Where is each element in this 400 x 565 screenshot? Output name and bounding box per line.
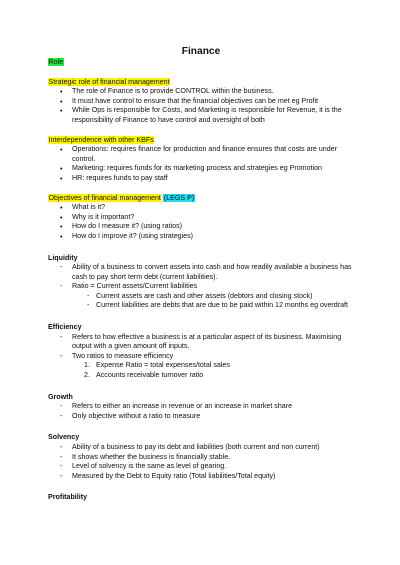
list-item: • While Ops is responsible for Costs, and Marketing is responsible for Revenue, it is the responsibility of Finance to have control and oversight of both <box>48 106 354 125</box>
list-item: • How do I measure it? (using ratios) <box>48 222 354 232</box>
objectives-heading: Objectives of financial management <box>48 193 161 202</box>
item-number: 2. <box>84 371 90 380</box>
page-title: Finance <box>181 46 221 57</box>
list-item: • HR: requires funds to pay staff <box>48 174 354 184</box>
list-item: - Ability of a business to pay its debt and liabilities (both current and non current) <box>48 443 354 453</box>
item-number: 1. <box>84 361 90 370</box>
interdependence-heading-line <box>48 136 354 146</box>
efficiency-list <box>48 333 354 362</box>
growth-heading: Growth <box>48 392 73 401</box>
liquidity-list <box>48 263 354 311</box>
sub-list-item: - Current liabilities are debts that are due to be paid within 12 months eg overdraft <box>48 301 354 311</box>
efficiency-heading: Efficiency <box>48 323 82 332</box>
list-item: - Refers to how effective a business is at a particular aspect of its business. Maximising output with a given amount off inputs. <box>48 333 354 352</box>
list-item: • Marketing: requires funds for its marketing process and strategies eg Promotion <box>48 164 354 174</box>
objectives-heading-tag: (LEGS P) <box>163 193 195 202</box>
numbered-item <box>48 371 354 381</box>
list-item: • How do I improve it? (using strategies) <box>48 232 354 242</box>
objectives-heading-line <box>48 194 354 204</box>
item-text: Accounts receivable turnover ratio <box>96 371 204 380</box>
list-item: • What is it? <box>48 203 354 213</box>
list-item: - Only objective without a ratio to measure <box>48 412 354 422</box>
strategic-heading: Strategic role of financial management <box>48 77 170 86</box>
list-item: - Ability of a business to convert assets into cash and how readily available a business has cash to pay short term debt (current liabilities). <box>48 263 354 282</box>
list-item: - It shows whether the business is financially stable. <box>48 453 354 463</box>
growth-list <box>48 402 354 421</box>
list-item: - Measured by the Debt to Equity ratio (Total liabilities/Total equity) <box>48 472 354 482</box>
solvency-list <box>48 443 354 481</box>
numbered-item <box>48 361 354 371</box>
list-item: • It must have control to ensure that the financial objectives can be met eg Profit <box>48 97 354 107</box>
objectives-list <box>48 203 354 241</box>
list-item: - Two ratios to measure efficiency <box>48 352 354 362</box>
interdependence-list <box>48 145 354 183</box>
strategic-list <box>48 87 354 125</box>
list-item: • Why is it important? <box>48 213 354 223</box>
profitability-heading: Profitability <box>48 493 88 502</box>
interdependence-heading: Interdependence with other KBFs <box>48 135 154 144</box>
list-item: - Ratio = Current assets/Current liabilities <box>48 282 354 292</box>
list-item: • Operations: requires finance for production and finance ensures that costs are under control. <box>48 145 354 164</box>
item-text: Expense Ratio = total expenses/total sales <box>96 361 230 370</box>
role-label-line <box>48 58 354 68</box>
list-item: • The role of Finance is to provide CONTROL within the business. <box>48 87 354 97</box>
efficiency-numbered-list <box>48 361 354 380</box>
solvency-heading: Solvency <box>48 433 80 442</box>
role-label: Role <box>48 58 64 66</box>
list-item: - Level of solvency is the same as level of gearing. <box>48 462 354 472</box>
strategic-heading-line <box>48 78 354 88</box>
list-item: - Refers to either an increase in revenue or an increase in market share <box>48 402 354 412</box>
sub-list-item: - Current assets are cash and other assets (debtors and closing stock) <box>48 292 354 302</box>
liquidity-heading: Liquidity <box>48 253 78 262</box>
